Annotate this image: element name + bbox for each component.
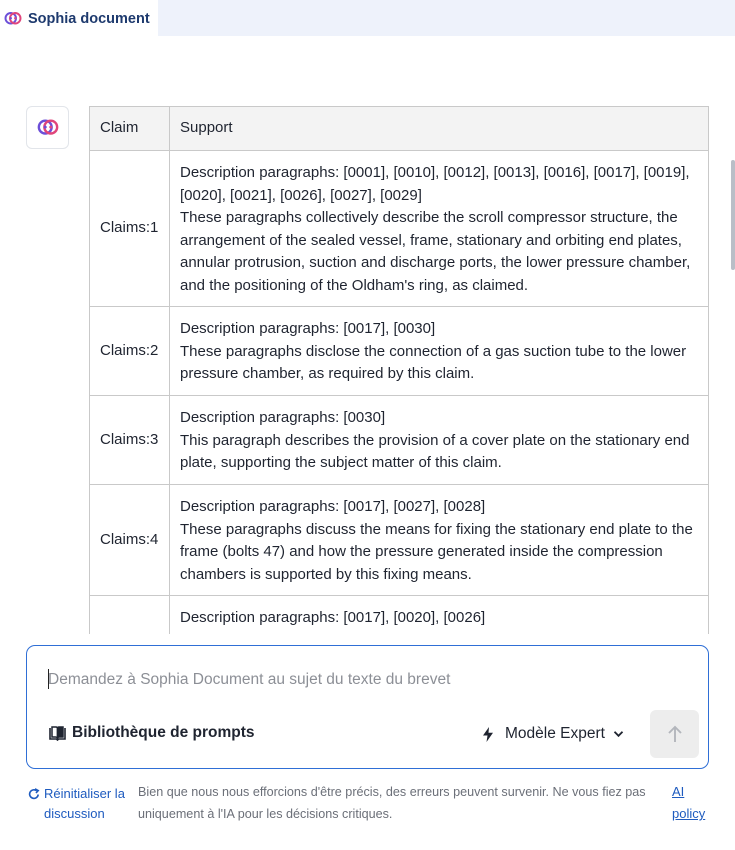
support-citation: Description paragraphs: [0017], [0020], [0026] (180, 609, 486, 626)
claims-support-table (89, 106, 709, 634)
tab-title: Sophia document (28, 11, 150, 27)
assistant-avatar (26, 106, 69, 149)
tab-bar (0, 0, 735, 36)
support-description: These paragraphs discuss the means for fixing the stationary end plate to the frame (bolts 47) and how the pressure generated inside the compression chambers is supported by this fixing means. (180, 520, 693, 583)
message-input[interactable] (48, 668, 668, 692)
reset-discussion-button[interactable] (28, 784, 132, 823)
model-label: Modèle Expert (505, 725, 605, 742)
book-icon (49, 726, 66, 741)
table-row (90, 307, 709, 396)
table-header-row (90, 107, 709, 151)
message-area[interactable] (0, 36, 735, 634)
ai-policy-link[interactable]: AI policy (672, 784, 706, 821)
ai-disclaimer: Bien que nous nous efforcions d'être précis, des erreurs peuvent survenir. Ne vous fiez pas uniquement à l'IA pour les décisions critiques. (138, 785, 646, 821)
text-caret (48, 669, 49, 689)
claim-cell: Claims:3 (90, 396, 170, 485)
table-row (90, 596, 709, 635)
table-row (90, 151, 709, 307)
prompt-library-label: Bibliothèque de prompts (72, 724, 255, 741)
support-description: These paragraphs disclose the connection of a gas suction tube to the lower pressure chamber, as required by this claim. (180, 342, 687, 383)
message-composer (26, 645, 709, 769)
lightning-icon (483, 727, 493, 742)
support-cell (170, 307, 709, 396)
claim-cell: Claims:2 (90, 307, 170, 396)
arrow-up-icon (667, 725, 683, 743)
claim-cell: Claims:1 (90, 151, 170, 307)
claim-cell: Claims:4 (90, 485, 170, 596)
sophia-logo-icon (4, 10, 22, 28)
support-citation: Description paragraphs: [0017], [0027], [0028] (180, 498, 486, 515)
send-button[interactable] (650, 710, 699, 758)
chevron-down-icon (613, 730, 624, 738)
tab-sophia-document[interactable] (0, 0, 158, 38)
table-row (90, 396, 709, 485)
support-cell (170, 396, 709, 485)
prompt-library-button[interactable] (49, 724, 255, 742)
column-header-claim: Claim (90, 107, 170, 151)
scrollbar[interactable] (731, 160, 735, 270)
reset-discussion-label: Réinitialiser la discussion (44, 786, 125, 821)
sophia-logo-icon (37, 117, 59, 139)
table-row (90, 485, 709, 596)
refresh-icon (28, 788, 40, 800)
support-cell (170, 596, 709, 635)
support-citation: Description paragraphs: [0017], [0030] (180, 320, 436, 338)
support-cell (170, 151, 709, 307)
claim-cell (90, 596, 170, 635)
support-description: These paragraphs collectively describe the scroll compressor structure, the arrangement of the sealed vessel, frame, stationary and orbiting end plates, annular protrusion, suction and discharge ports, the lower pressure chamber, and the positioning of the Oldham's ring, as claimed. (180, 209, 691, 294)
support-citation: Description paragraphs: [0030] (180, 409, 386, 427)
support-citation: Description paragraphs: [0001], [0010], [0012], [0013], [0016], [0017], [0019], [0020], [0021], [0026], [0027], [0029] (180, 164, 690, 204)
column-header-support: Support (170, 107, 709, 151)
support-cell (170, 485, 709, 596)
model-selector[interactable] (483, 725, 624, 743)
support-description: This paragraph describes the provision of a cover plate on the stationary end plate, supporting the subject matter of this claim. (180, 431, 690, 472)
